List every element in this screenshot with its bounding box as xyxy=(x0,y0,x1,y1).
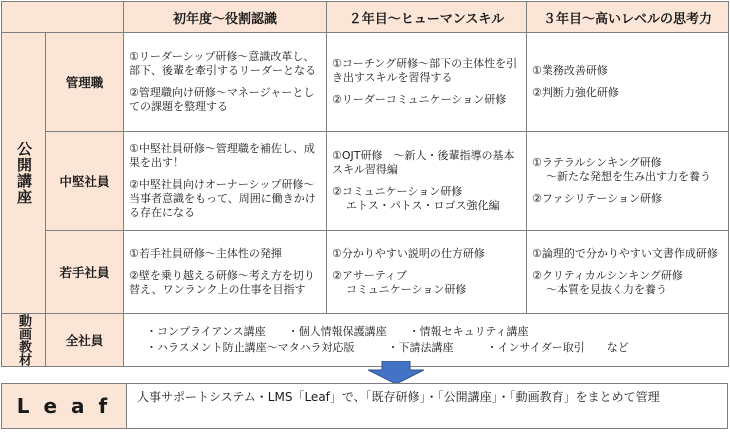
col-header-year3: ３年目〜高いレベルの思考力 xyxy=(527,2,729,33)
course-item xyxy=(332,269,522,297)
course-item xyxy=(332,185,522,213)
cell-juniors-year2 xyxy=(327,231,527,314)
row-label-juniors: 若手社員 xyxy=(46,231,124,314)
video-course-line-2: ・ハラスメント防止講座〜マタハラ対応版 ・下請法講座 ・インサイダー取引 など xyxy=(146,341,629,354)
leaf-system-description: 人事サポートシステム・LMS「Leaf」で、「既存研修」・「公開講座」・「動画教育」をまとめて管理 xyxy=(137,390,660,404)
course-item: ①リーダーシップ研修〜意識改革し、部下、後輩を牽引するリーダーとなる xyxy=(129,50,316,77)
course-item-subtitle: エトス・パトス・ロゴス強化編 xyxy=(346,199,500,212)
down-arrow-icon xyxy=(368,361,424,384)
video-course-line-1: ・コンプライアンス講座 ・個人情報保護講座 ・情報セキュリティ講座 xyxy=(146,325,529,338)
leaf-system-box xyxy=(1,383,728,429)
course-item: ①若手社員研修〜主体性の発揮 xyxy=(129,247,282,260)
col-header-year2: ２年目〜ヒューマンスキル xyxy=(327,2,527,33)
course-item-title: ②クリティカルシンキング研修 xyxy=(532,269,683,282)
group-public-courses xyxy=(2,33,46,314)
course-item: ①OJT研修 〜新人・後輩指導の基本スキル習得編 xyxy=(332,149,515,176)
course-item-subtitle: 〜本質を見抜く力を養う xyxy=(546,283,667,296)
header-row xyxy=(2,2,729,33)
training-matrix xyxy=(1,1,729,367)
cell-juniors-year3 xyxy=(527,231,729,314)
cell-all-staff-courses xyxy=(124,314,729,367)
course-item-subtitle: コミュニケーション研修 xyxy=(346,283,467,296)
cell-midlevel-year1 xyxy=(124,132,327,231)
row-all-staff xyxy=(2,314,729,367)
course-item: ②管理職向け研修〜マネージャーとしての課題を整理する xyxy=(129,86,315,113)
row-midlevel xyxy=(2,132,729,231)
cell-managers-year1 xyxy=(124,33,327,132)
course-item-subtitle: 〜新たな発想を生み出す力を養う xyxy=(546,170,711,183)
row-juniors xyxy=(2,231,729,314)
course-item: ①コーチング研修〜部下の主体性を引き出すスキルを習得する xyxy=(332,57,518,84)
row-label-managers: 管理職 xyxy=(46,33,124,132)
course-item: ①中堅社員研修〜管理職を補佐し、成果を出す！ xyxy=(129,142,315,169)
cell-juniors-year1 xyxy=(124,231,327,314)
course-item: ①分かりやすい説明の仕方研修 xyxy=(332,247,485,260)
group-public-label: 公開講座 xyxy=(15,141,33,205)
col-header-year1: 初年度〜役割認識 xyxy=(124,2,327,33)
cell-midlevel-year2 xyxy=(327,132,527,231)
course-item: ①論理的で分かりやすい文書作成研修 xyxy=(532,247,718,260)
course-item: ①業務改善研修 xyxy=(532,64,608,77)
row-managers xyxy=(2,33,729,132)
cell-midlevel-year3 xyxy=(527,132,729,231)
course-item xyxy=(532,269,724,297)
course-item-title: ②アサーティブ xyxy=(332,269,407,282)
group-video-label: 動画教材 xyxy=(16,314,31,366)
course-item: ②中堅社員向けオーナーシップ研修〜当事者意識をもって、周囲に働きかける存在になる xyxy=(129,178,316,219)
row-label-midlevel: 中堅社員 xyxy=(46,132,124,231)
course-item: ②判断力強化研修 xyxy=(532,86,619,99)
leaf-system-name: Leaf xyxy=(2,384,127,428)
course-item: ②ファシリテーション研修 xyxy=(532,192,662,205)
row-label-all-staff: 全社員 xyxy=(46,314,124,367)
course-item-title: ②コミュニケーション研修 xyxy=(332,185,463,198)
corner-cell xyxy=(2,2,124,33)
group-video-materials xyxy=(2,314,46,367)
course-item-title: ①ラテラルシンキング研修 xyxy=(532,156,662,169)
cell-managers-year3 xyxy=(527,33,729,132)
course-item: ②リーダーコミュニケーション研修 xyxy=(332,93,507,106)
course-item xyxy=(532,156,724,184)
cell-managers-year2 xyxy=(327,33,527,132)
course-item: ②壁を乗り越える研修〜考え方を切り替え、ワンランク上の仕事を目指す xyxy=(129,269,315,296)
